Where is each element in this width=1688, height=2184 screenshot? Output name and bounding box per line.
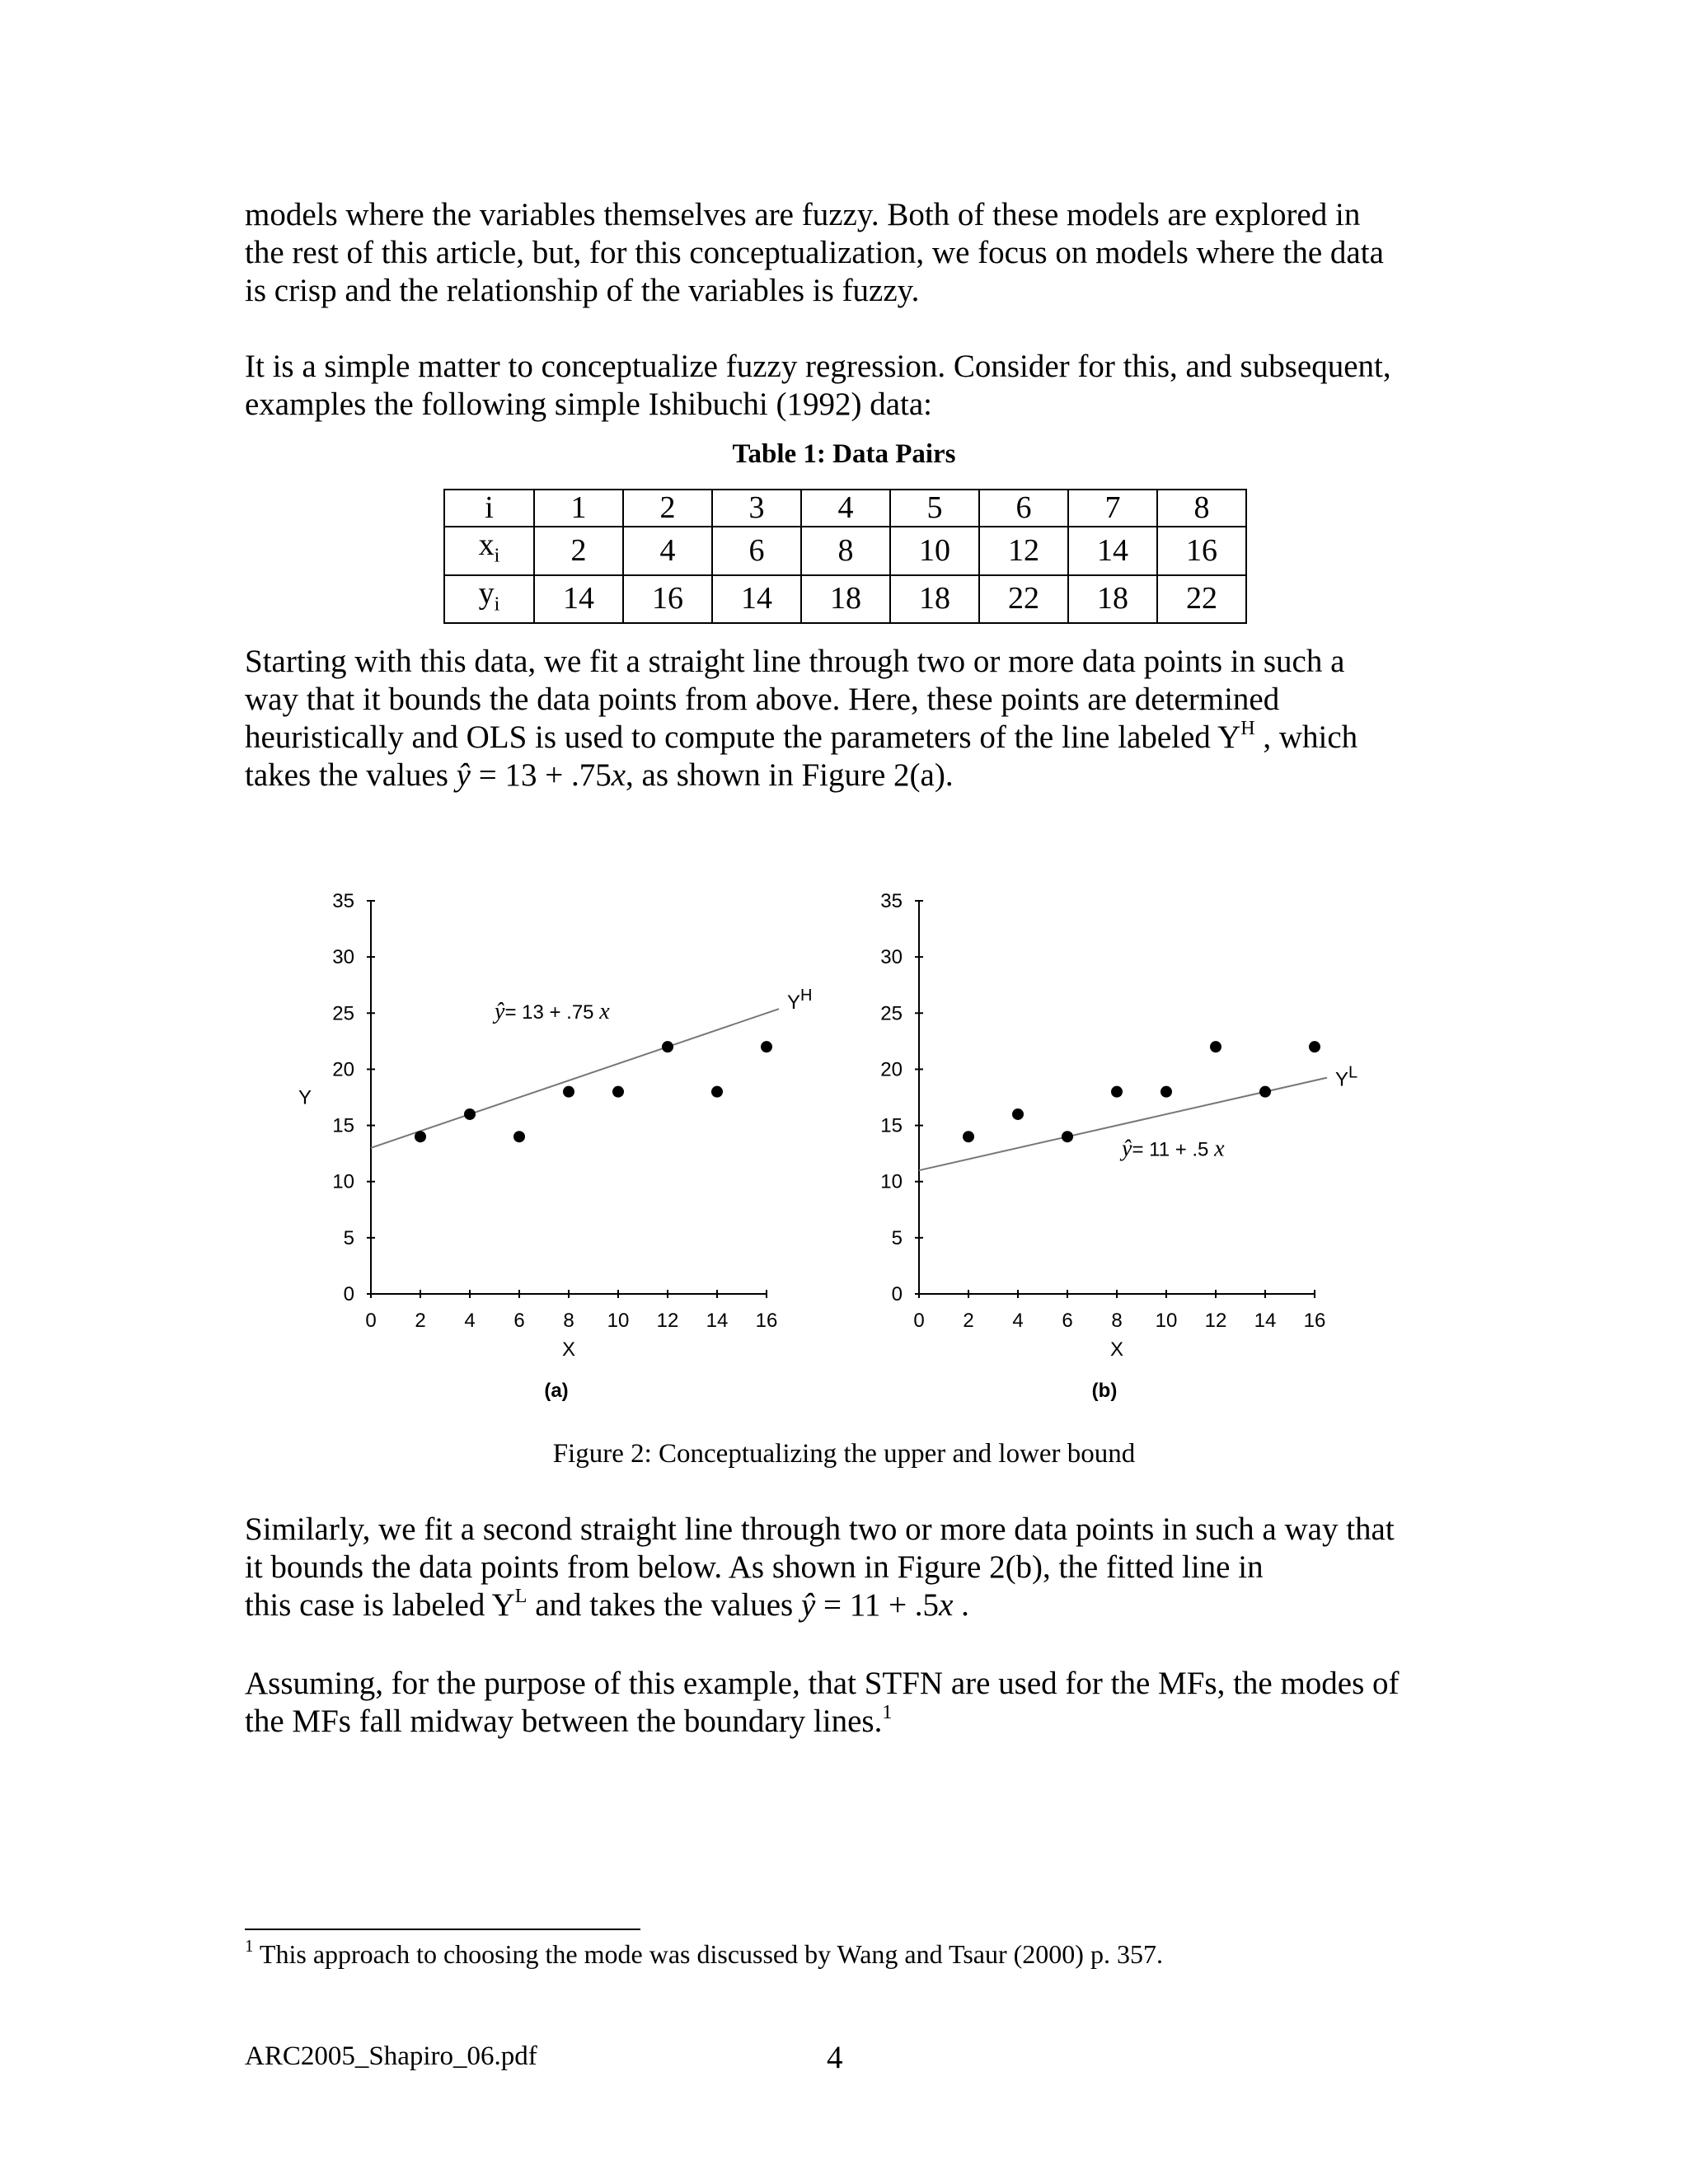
text-line: it bounds the data points from below. As shown in Figure 2(b), the fitted line in <box>245 1549 1264 1585</box>
paragraph-5 <box>245 1665 1448 1741</box>
x-tick-label: 14 <box>1254 1310 1277 1332</box>
data-table <box>443 489 1247 624</box>
data-point <box>1111 1086 1123 1098</box>
y-axis-label: Y <box>298 1086 312 1109</box>
text-line: Assuming, for the purpose of this example, that STFN are used for the MFs, the modes of <box>245 1666 1400 1701</box>
table-cell: 22 <box>1157 575 1246 624</box>
footer-filename: ARC2005_Shapiro_06.pdf <box>245 2041 537 2071</box>
x-tick-label: 0 <box>365 1310 377 1332</box>
table-cell: 18 <box>801 575 890 624</box>
text-segment: . <box>953 1587 969 1623</box>
table-row-header: $x_i$ <box>444 527 534 575</box>
x-tick-label: 10 <box>607 1310 630 1332</box>
data-point <box>513 1131 525 1142</box>
data-point <box>1210 1041 1221 1052</box>
text-line: the rest of this article, but, for this conceptualization, we focus on models where the data <box>245 235 1384 270</box>
y-tick-label: 10 <box>880 1170 903 1193</box>
y-tick-label: 35 <box>880 890 903 912</box>
text-line <box>245 719 1448 757</box>
x-tick-label: 12 <box>1204 1310 1227 1332</box>
footnote-marker: 1 <box>245 1936 254 1957</box>
table-cell: 14 <box>712 575 801 624</box>
equation-lhs: ŷ <box>800 1587 816 1623</box>
y-tick-label: 25 <box>332 1002 354 1025</box>
fitted-line-label: $Y^L$ <box>1335 1063 1358 1091</box>
text-line: It is a simple matter to conceptualize fuzzy regression. Consider for this, and subsequent, <box>245 349 1391 384</box>
data-point <box>662 1041 673 1052</box>
text-line <box>245 1586 1448 1624</box>
y-tick-label: 0 <box>891 1283 903 1305</box>
data-point <box>761 1041 772 1052</box>
y-tick-label: 20 <box>332 1058 354 1081</box>
equation-body: = 11 + .5 <box>815 1587 940 1623</box>
equation-annotation: ŷ= 11 + .5 x <box>1122 1136 1225 1162</box>
equation-lhs: ŷ <box>456 757 471 793</box>
chart-panel-a <box>298 890 812 1401</box>
table-cell: 4 <box>623 527 712 575</box>
y-tick-label: 30 <box>332 946 354 969</box>
table-cell: 6 <box>712 527 801 575</box>
y-tick-label: 5 <box>343 1226 354 1249</box>
table-cell: 22 <box>979 575 1068 624</box>
text-line: models where the variables themselves are fuzzy. Both of these models are explored in <box>245 197 1361 232</box>
table-cell: 18 <box>1068 575 1157 624</box>
text-segment: and takes the values <box>527 1587 801 1623</box>
superscript: L <box>514 1586 528 1607</box>
x-tick-label: 8 <box>1111 1310 1123 1332</box>
x-tick-label: 4 <box>464 1310 476 1332</box>
text-segment: , which <box>1254 719 1358 755</box>
table-caption: Table 1: Data Pairs <box>732 439 956 469</box>
footnote-text: This approach to choosing the mode was discussed by Wang and Tsaur (2000) p. 357. <box>253 1939 1163 1969</box>
table-cell: 16 <box>1157 527 1246 575</box>
panel-label: (a) <box>544 1380 569 1401</box>
y-tick-label: 20 <box>880 1058 903 1081</box>
table-row <box>444 490 1246 527</box>
text-line: examples the following simple Ishibuchi (1992) data: <box>245 387 932 422</box>
x-tick-label: 4 <box>1012 1310 1024 1332</box>
text-line: Starting with this data, we fit a straight line through two or more data points in such a <box>245 644 1345 679</box>
table-cell: 18 <box>890 575 979 624</box>
data-point <box>963 1131 974 1142</box>
table-row-header: $y_i$ <box>444 575 534 624</box>
text-line: Similarly, we fit a second straight line through two or more data points in such a way that <box>245 1511 1395 1547</box>
figure-caption: Figure 2: Conceptualizing the upper and lower bound <box>552 1439 1136 1469</box>
page-number: 4 <box>827 2040 843 2075</box>
y-tick-label: 15 <box>332 1114 354 1137</box>
table-cell: 8 <box>801 527 890 575</box>
text-segment: this case is labeled Y <box>245 1587 515 1623</box>
table-row <box>444 575 1246 624</box>
table-cell: 7 <box>1068 490 1157 527</box>
table-row-header: i <box>444 490 534 527</box>
table-cell: 5 <box>890 490 979 527</box>
chart-panel-b <box>880 890 1357 1401</box>
text-line <box>245 757 1448 794</box>
data-point <box>612 1086 624 1098</box>
equation-variable: x <box>939 1587 954 1623</box>
table-cell: 14 <box>1068 527 1157 575</box>
x-tick-label: 16 <box>755 1310 778 1332</box>
y-tick-label: 30 <box>880 946 903 969</box>
y-tick-label: 15 <box>880 1114 903 1137</box>
data-point <box>1309 1041 1320 1052</box>
footnote-marker: 1 <box>882 1702 893 1723</box>
x-tick-label: 6 <box>513 1310 525 1332</box>
x-tick-label: 12 <box>656 1310 679 1332</box>
x-axis-label: X <box>1109 1338 1124 1361</box>
table-cell: 6 <box>979 490 1068 527</box>
x-tick-label: 6 <box>1062 1310 1073 1332</box>
y-tick-label: 5 <box>891 1226 903 1249</box>
text-segment: heuristically and OLS is used to compute the parameters of the line labeled Y <box>245 719 1241 755</box>
data-point <box>1062 1131 1073 1142</box>
data-point <box>415 1131 426 1142</box>
y-tick-label: 10 <box>332 1170 354 1193</box>
x-axis-label: X <box>561 1338 576 1361</box>
data-point <box>563 1086 574 1098</box>
equation-body: = 13 + .75 <box>470 757 612 793</box>
data-point <box>1259 1086 1271 1098</box>
footnote-divider <box>245 1929 640 1930</box>
equation-annotation: ŷ= 13 + .75 x <box>495 999 610 1025</box>
fitted-line <box>371 1009 779 1148</box>
x-tick-label: 16 <box>1303 1310 1326 1332</box>
table-cell: 3 <box>712 490 801 527</box>
table-cell: 12 <box>979 527 1068 575</box>
table-cell: 10 <box>890 527 979 575</box>
data-point <box>1012 1108 1024 1120</box>
text-line: is crisp and the relationship of the variables is fuzzy. <box>245 273 920 308</box>
table-row <box>444 527 1246 575</box>
text-line <box>245 1703 1448 1741</box>
panel-label: (b) <box>1091 1380 1118 1401</box>
data-point <box>464 1108 476 1120</box>
footnote <box>245 1936 1163 1970</box>
text-segment: takes the values <box>245 757 457 793</box>
y-tick-label: 0 <box>343 1283 354 1305</box>
text-line: way that it bounds the data points from above. Here, these points are determined <box>245 682 1280 717</box>
data-point <box>711 1086 723 1098</box>
table-cell: 14 <box>534 575 623 624</box>
table-cell: 16 <box>623 575 712 624</box>
paragraph-4 <box>245 1511 1448 1624</box>
paragraph-1 <box>245 196 1448 310</box>
table-cell: 2 <box>534 527 623 575</box>
table-cell: 1 <box>534 490 623 527</box>
table-cell: 8 <box>1157 490 1246 527</box>
fitted-line-label: $Y^H$ <box>787 987 813 1015</box>
superscript: H <box>1240 718 1255 739</box>
data-point <box>1160 1086 1172 1098</box>
x-tick-label: 0 <box>913 1310 925 1332</box>
x-tick-label: 2 <box>415 1310 426 1332</box>
text-segment: the MFs fall midway between the boundary lines. <box>245 1704 883 1739</box>
paragraph-3 <box>245 643 1448 794</box>
x-tick-label: 14 <box>706 1310 729 1332</box>
table-cell: 4 <box>801 490 890 527</box>
equation-variable: x <box>611 757 626 793</box>
figure-2 <box>272 857 1426 1401</box>
x-tick-label: 2 <box>963 1310 974 1332</box>
table-cell: 2 <box>623 490 712 527</box>
y-tick-label: 25 <box>880 1002 903 1025</box>
x-tick-label: 10 <box>1155 1310 1178 1332</box>
paragraph-2 <box>245 348 1448 424</box>
text-segment: , as shown in Figure 2(a). <box>626 757 954 793</box>
x-tick-label: 8 <box>563 1310 574 1332</box>
y-tick-label: 35 <box>332 890 354 912</box>
